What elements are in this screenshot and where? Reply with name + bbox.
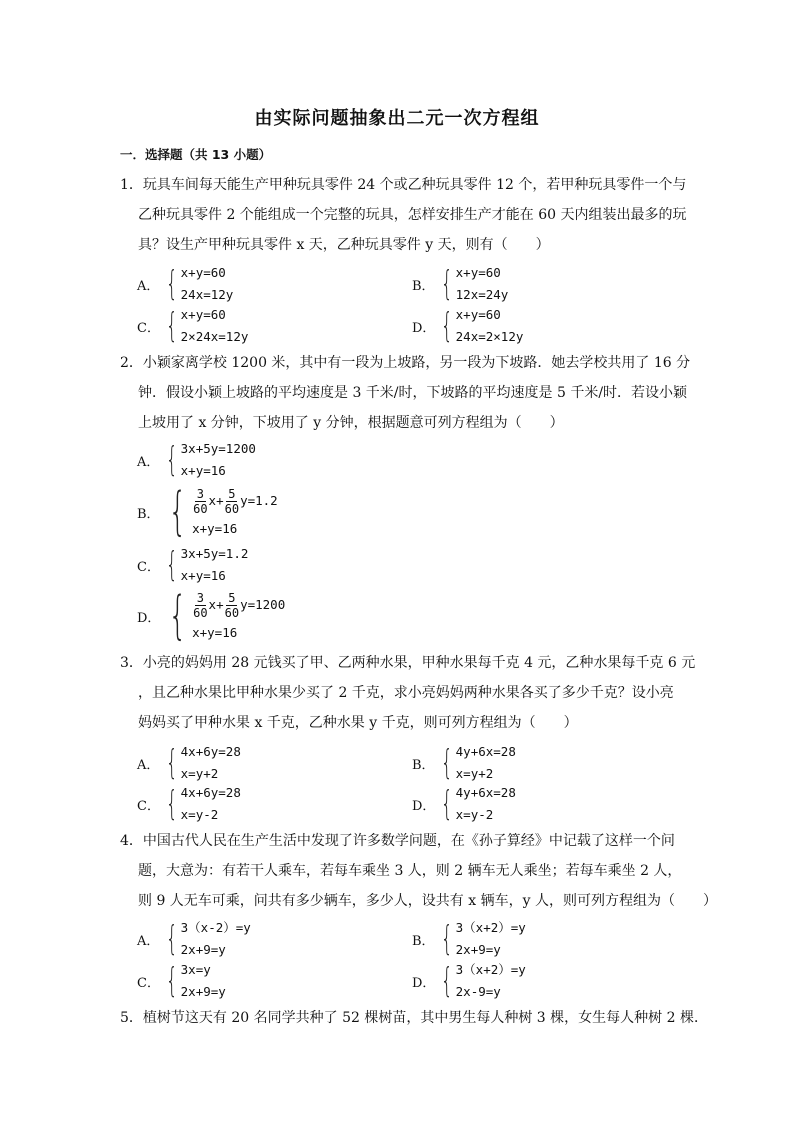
brace-icon: { bbox=[165, 784, 178, 824]
fraction: $\frac{5}{60}$ bbox=[224, 590, 240, 620]
equation-system bbox=[165, 262, 233, 306]
question-3-line-3: 妈妈买了甲种水果 x 千克，乙种水果 y 千克，则可列方程组为（ ） bbox=[138, 715, 578, 731]
option-label: C． bbox=[137, 559, 160, 575]
option-label: A． bbox=[137, 757, 160, 773]
equation: 3（x-2）=y bbox=[180, 920, 251, 935]
question-2-option-c[interactable] bbox=[137, 543, 248, 587]
question-1-line-3: 具？设生产甲种玩具零件 x 天，乙种玩具零件 y 天，则有（ ） bbox=[138, 237, 550, 253]
equation: 24x=12y bbox=[180, 287, 234, 302]
equation: 2x+9=y bbox=[455, 942, 501, 957]
question-3-option-b[interactable] bbox=[412, 741, 516, 785]
equation-system bbox=[440, 741, 516, 785]
question-3-option-c[interactable] bbox=[137, 782, 241, 826]
equation: 2x+9=y bbox=[180, 984, 226, 999]
equation: 4y+6x=28 bbox=[455, 785, 516, 800]
question-1-option-d[interactable] bbox=[412, 304, 523, 348]
brace-icon: { bbox=[165, 440, 178, 480]
equation: x+y=60 bbox=[455, 265, 501, 280]
question-3-option-a[interactable] bbox=[137, 741, 241, 785]
option-label: B． bbox=[412, 933, 435, 949]
equation: x=y-2 bbox=[455, 807, 494, 822]
option-label: B． bbox=[412, 278, 435, 294]
brace-icon: { bbox=[165, 545, 178, 585]
equation: 24x=2×12y bbox=[455, 329, 524, 344]
question-2-line-2: 钟．假设小颖上坡路的平均速度是 3 千米/时，下坡路的平均速度是 5 千米/时．若设小颖 bbox=[138, 385, 688, 401]
brace-icon: { bbox=[165, 961, 178, 1001]
equation: 12x=24y bbox=[455, 287, 509, 302]
question-2-option-d[interactable] bbox=[137, 588, 285, 644]
section-heading: 一．选择题（共 13 小题） bbox=[120, 147, 272, 162]
brace-icon: { bbox=[440, 306, 453, 346]
equation-system bbox=[165, 543, 248, 587]
question-5-line-1: 5．植树节这天有 20 名同学共种了 52 棵树苗，其中男生每人种树 3 棵，女生每人种树 2 棵． bbox=[120, 1010, 708, 1026]
brace-icon: { bbox=[165, 919, 178, 959]
brace-icon: { bbox=[440, 264, 453, 304]
equation: $\frac{3}{60}$ x+ $\frac{5}{60}$ y=1.2 bbox=[193, 486, 278, 516]
option-label: B． bbox=[412, 757, 435, 773]
brace-icon: { bbox=[165, 264, 178, 304]
question-1-option-c[interactable] bbox=[137, 304, 248, 348]
question-1-line-1: 1．玩具车间每天能生产甲种玩具零件 24 个或乙种玩具零件 12 个，若甲种玩具零件一个与 bbox=[120, 177, 687, 193]
question-4-option-d[interactable] bbox=[412, 959, 526, 1003]
equation: x=y+2 bbox=[455, 766, 494, 781]
equation: x+y=16 bbox=[180, 568, 226, 583]
brace-icon: { bbox=[168, 482, 187, 542]
brace-icon: { bbox=[440, 743, 453, 783]
option-label: C． bbox=[137, 975, 160, 991]
equation-system bbox=[165, 438, 256, 482]
question-4-option-b[interactable] bbox=[412, 917, 526, 961]
question-4-line-1: 4．中国古代人民在生产生活中发现了许多数学问题，在《孙子算经》中记载了这样一个问 bbox=[120, 833, 675, 849]
equation: 2×24x=12y bbox=[180, 329, 249, 344]
equation: 4y+6x=28 bbox=[455, 744, 516, 759]
option-label: B． bbox=[137, 506, 160, 522]
equation: 3x+5y=1200 bbox=[180, 441, 256, 456]
equation-system bbox=[440, 917, 526, 961]
question-3-line-1: 3．小亮的妈妈用 28 元钱买了甲、乙两种水果，甲种水果每千克 4 元，乙种水果每千克 6 元 bbox=[120, 655, 696, 671]
equation: x+y=60 bbox=[455, 307, 501, 322]
fraction: $\frac{5}{60}$ bbox=[224, 486, 240, 516]
option-label: D． bbox=[137, 610, 161, 626]
equation-system bbox=[165, 782, 241, 826]
question-4-line-2: 题，大意为：有若干人乘车，若每车乘坐 3 人，则 2 辆车无人乘坐；若每车乘坐 2 人， bbox=[138, 863, 682, 879]
brace-icon: { bbox=[168, 586, 187, 646]
question-2-option-b[interactable] bbox=[137, 484, 278, 540]
equation-system bbox=[165, 917, 251, 961]
brace-icon: { bbox=[165, 306, 178, 346]
option-label: A． bbox=[137, 454, 160, 470]
equation-system bbox=[165, 588, 285, 644]
equation: x+y=16 bbox=[192, 625, 238, 640]
equation: x=y-2 bbox=[180, 807, 219, 822]
option-label: C． bbox=[137, 798, 160, 814]
brace-icon: { bbox=[440, 961, 453, 1001]
equation: 4x+6y=28 bbox=[180, 785, 241, 800]
option-label: D． bbox=[412, 320, 436, 336]
brace-icon: { bbox=[165, 743, 178, 783]
equation-system bbox=[440, 959, 526, 1003]
option-label: D． bbox=[412, 798, 436, 814]
equation: 3x+5y=1.2 bbox=[180, 546, 249, 561]
equation: 4x+6y=28 bbox=[180, 744, 241, 759]
question-1-line-2: 乙种玩具零件 2 个能组成一个完整的玩具，怎样安排生产才能在 60 天内组装出最多的玩 bbox=[138, 207, 687, 223]
brace-icon: { bbox=[440, 784, 453, 824]
equation: 3（x+2）=y bbox=[455, 962, 526, 977]
equation-system bbox=[440, 304, 523, 348]
option-label: A． bbox=[137, 278, 160, 294]
equation-system bbox=[440, 782, 516, 826]
equation: x+y=16 bbox=[192, 521, 238, 536]
question-1-option-a[interactable] bbox=[137, 262, 233, 306]
page-title: 由实际问题抽象出二元一次方程组 bbox=[254, 108, 540, 129]
equation: 2x+9=y bbox=[180, 942, 226, 957]
question-1-option-b[interactable] bbox=[412, 262, 508, 306]
equation-system bbox=[440, 262, 508, 306]
option-label: C． bbox=[137, 320, 160, 336]
fraction: $\frac{3}{60}$ bbox=[193, 486, 208, 516]
question-2-line-1: 2．小颖家离学校 1200 米，其中有一段为上坡路，另一段为下坡路．她去学校共用了 16 分 bbox=[120, 355, 691, 371]
equation: 3（x+2）=y bbox=[455, 920, 526, 935]
equation: x+y=16 bbox=[180, 463, 226, 478]
fraction: $\frac{3}{60}$ bbox=[193, 590, 208, 620]
equation-system bbox=[165, 741, 241, 785]
equation: x+y=60 bbox=[180, 265, 226, 280]
equation: $\frac{3}{60}$ x+ $\frac{5}{60}$ y=1200 bbox=[193, 590, 286, 620]
question-2-option-a[interactable] bbox=[137, 438, 256, 482]
question-4-option-a[interactable] bbox=[137, 917, 251, 961]
equation-system bbox=[165, 959, 226, 1003]
question-4-line-3: 则 9 人无车可乘，问共有多少辆车，多少人，设共有 x 辆车，y 人，则可列方程组为（ ） bbox=[138, 893, 717, 909]
equation: 3x=y bbox=[180, 962, 211, 977]
equation-system bbox=[165, 304, 248, 348]
equation: x+y=60 bbox=[180, 307, 226, 322]
question-3-line-2: ，且乙种水果比甲种水果少买了 2 千克，求小亮妈妈两种水果各买了多少千克？设小亮 bbox=[138, 685, 674, 701]
equation-system bbox=[165, 484, 278, 540]
question-2-line-3: 上坡用了 x 分钟，下坡用了 y 分钟，根据题意可列方程组为（ ） bbox=[138, 415, 564, 431]
brace-icon: { bbox=[440, 919, 453, 959]
option-label: D． bbox=[412, 975, 436, 991]
equation: 2x-9=y bbox=[455, 984, 501, 999]
option-label: A． bbox=[137, 933, 160, 949]
question-4-option-c[interactable] bbox=[137, 959, 226, 1003]
question-3-option-d[interactable] bbox=[412, 782, 516, 826]
equation: x=y+2 bbox=[180, 766, 219, 781]
